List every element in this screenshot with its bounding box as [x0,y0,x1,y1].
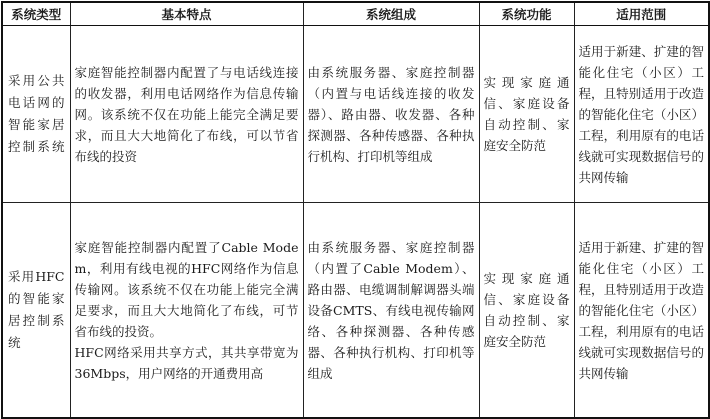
header-application-scope: 适用范围 [574,2,709,26]
cell-system-type [2,26,70,203]
header-row [2,2,709,26]
application-scope-text: 适用于新建、扩建的智能化住宅（小区）工程，且特别适用于改造的智能化住宅（小区）工程，利用原有的电话线就可实现数据信号的共网传输 [578,239,704,381]
header-system-composition: 系统组成 [303,2,479,26]
cell-system-type [2,203,70,419]
cell-basic-features [70,26,303,203]
header-system-function: 系统功能 [479,2,574,26]
application-scope-text: 适用于新建、扩建的智能化住宅（小区）工程，且特别适用于改造的智能化住宅（小区）工程，利用原有的电话线就可实现数据信号的共网传输 [578,43,704,185]
table-body [2,26,709,419]
system-composition-text: 由系统服务器、家庭控制器（内置与电话线连接的收发器）、路由器、收发器、各种探测器、各种传感器、各种执行机构、打印机等组成 [307,64,475,164]
system-function-text: 实现家庭通信、家庭设备自动控制、家庭安全防范 [483,271,570,349]
cell-system-composition [303,26,479,203]
system-type-text: 采用公共电话网的智能家居控制系统 [8,73,65,154]
table-row [2,26,709,203]
system-type-text: 采用HFC的智能家居控制系统 [8,269,65,350]
cell-application-scope [574,26,709,203]
cell-application-scope [574,203,709,419]
header-basic-features: 基本特点 [70,2,303,26]
cell-basic-features [70,203,303,419]
system-composition-text: 由系统服务器、家庭控制器（内置了Cable Modem）、路由器、电缆调制解调器头端设备CMTS、有线电视传输网络、各种探测器、各种传感器、各种执行机构、打印机等组成 [307,239,475,381]
basic-features-text: 家庭智能控制器内配置了Cable Modem，利用有线电视的HFC网络作为信息传输网。该系统不仅在功能上能完全满足要求，而且大大地简化了布线，可节省布线的投资。 HFC网络采用共享方式，其共享带宽为36Mbps，用户网络的开通费用高 [74,239,299,381]
cell-system-composition [303,203,479,419]
cell-system-function [479,203,574,419]
table-header [2,2,709,26]
system-comparison-table [1,1,710,419]
header-system-type: 系统类型 [2,2,70,26]
table-row [2,203,709,419]
cell-system-function [479,26,574,203]
basic-features-text: 家庭智能控制器内配置了与电话线连接的收发器，利用电话网络作为信息传输网。该系统不仅在功能上能完全满足要求，而且大大地简化了布线，可以节省布线的投资 [74,64,299,164]
system-function-text: 实现家庭通信、家庭设备自动控制、家庭安全防范 [483,75,570,153]
